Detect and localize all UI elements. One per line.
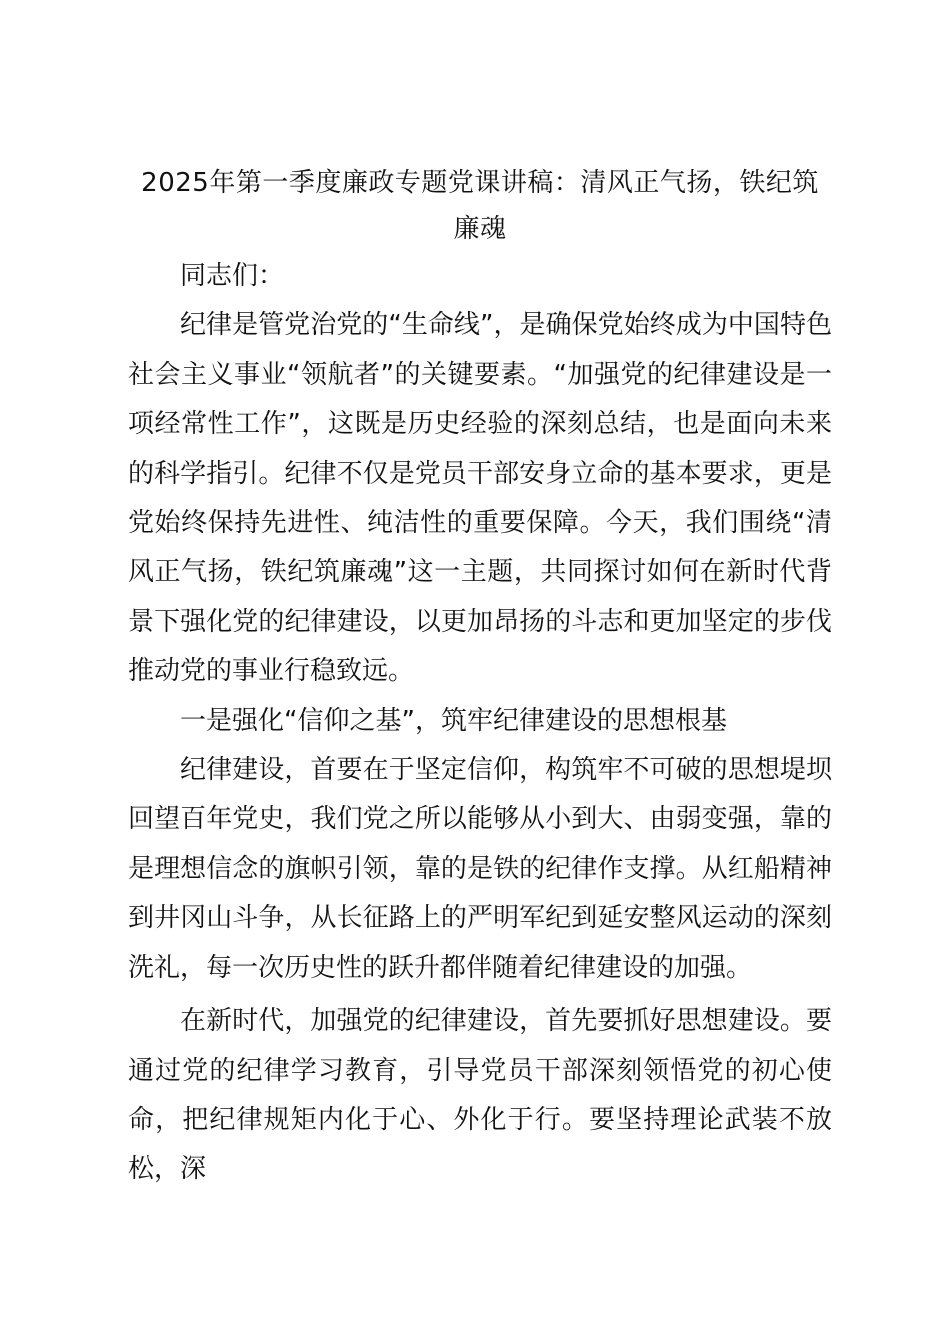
document-title: 2025年第一季度廉政专题党课讲稿：清风正气扬，铁纪筑廉魂 (141, 168, 819, 244)
paragraph-section-1: 纪律建设，首要在于坚定信仰，构筑牢不可破的思想堤坝回望百年党史，我们党之所以能够从小到大、由弱变强，靠的是理想信念的旗帜引领，靠的是铁的纪律作支撑。从红船精神到井冈山斗争，从长征路上的严明军纪到延安整风运动的深刻洗礼，每一次历史性的跃升都伴随着纪律建设的加强。 (128, 755, 832, 983)
section-heading-1: 一是强化“信仰之基”，筑牢纪律建设的思想根基 (180, 705, 727, 736)
paragraph-new-era: 在新时代，加强党的纪律建设，首先要抓好思想建设。要通过党的纪律学习教育，引导党员干部深刻领悟党的初心使命，把纪律规矩内化于心、外化于行。要坚持理论武装不放松，深 (128, 1006, 832, 1185)
paragraph-intro: 纪律是管党治党的“生命线”，是确保党始终成为中国特色社会主义事业“领航者”的关键要素。“加强党的纪律建设是一项经常性工作”，这既是历史经验的深刻总结，也是面向未来的科学指引。纪律不仅是党员干部安身立命的基本要求，更是党始终保持先进性、纯洁性的重要保障。今天，我们围绕“清风正气扬，铁纪筑廉魂”这一主题，共同探讨如何在新时代背景下强化党的纪律建设，以更加昂扬的斗志和更加坚定的步伐推动党的事业行稳致远。 (128, 310, 832, 687)
document-page (128, 160, 832, 1195)
salutation: 同志们： (180, 261, 285, 291)
